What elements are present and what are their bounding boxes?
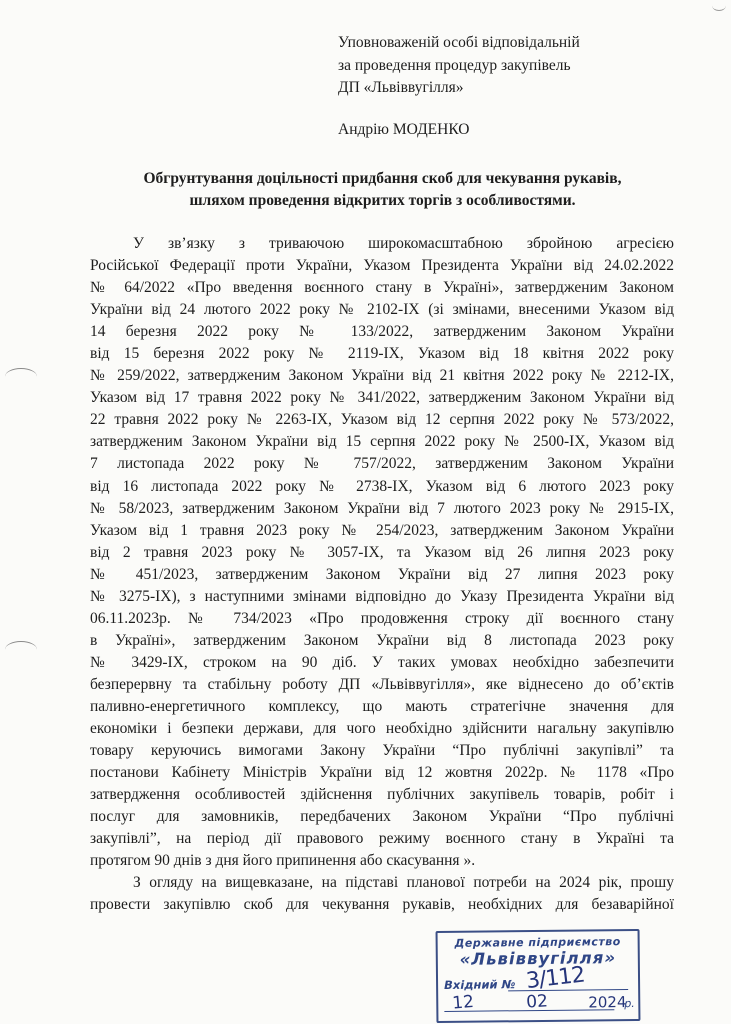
addressee-name: Андрію МОДЕНКО (338, 121, 470, 138)
body-line: України від 24 лютого 2022 року № 2102-IX (зі змінами, внесеними Указом від (90, 301, 674, 319)
body-line: № 259/2022, затвердженим Законом України від 21 квітня 2022 року № 2212-IX, (90, 367, 674, 385)
body-line: З огляду на вищевказане, на підставі планової потреби на 2024 рік, прошу (133, 874, 674, 892)
body-line: постанови Кабінету Міністрів України від 12 жовтня 2022р. № 1178 «Про (90, 764, 674, 782)
body-line: провести закупівлю скоб для чекування рукавів, необхідних для безаварійної (90, 896, 674, 914)
body-line: послуг для замовників, передбачених Законом України “Про публічні (90, 808, 674, 826)
document-title (90, 168, 675, 212)
stamp-date-day: 12 (451, 991, 475, 1014)
body-line: Російської Федерації проти України, Указом Президента України від 24.02.2022 (90, 257, 674, 275)
body-line: Указом від 1 травня 2023 року № 254/2023, затвердженим Законом України (90, 521, 674, 539)
body-line: затвердження особливостей здійснення публічних закупівель товарів, робіт і (90, 786, 674, 804)
stamp-incoming-label: Вхідний № (444, 977, 516, 992)
addressee-line: ДП «Львіввугілля» (338, 79, 464, 96)
incoming-registration-stamp (436, 929, 641, 1023)
body-line: економіки і безпеки держави, для чого необхідно здійснити нагальну закупівлю (90, 720, 674, 738)
addressee-line: за проведення процедур закупівель (338, 56, 571, 74)
title-line: шляхом проведення відкритих торгів з особливостями. (189, 192, 576, 209)
body-line: № 3275-IX), з наступними змінами відповідно до Указу Президента України від (90, 587, 674, 605)
title-line: Обгрунтування доцільності придбання скоб для чекування рукавів, (143, 170, 622, 187)
stamp-date-month: 02 (525, 991, 549, 1013)
binder-hole-mark-top (5, 368, 37, 385)
addressee-block (338, 32, 580, 100)
body-line: У зв’язку з триваючою широкомасштабною збройною агресією (133, 235, 674, 252)
body-line: 7 листопада 2022 року № 757/2022, затвердженим Законом України (90, 455, 674, 473)
addressee-line: Уповноваженій особі відповідальній (338, 34, 580, 51)
body-line: № 58/2023, затвердженим Законом України від 7 лютого 2023 року № 2915-IX, (90, 499, 674, 517)
scan-corner-mark (712, 0, 726, 11)
body-line: від 15 березня 2022 року № 2119-IX, Указом від 18 квітня 2022 року (90, 345, 674, 363)
binder-hole-mark-bottom (5, 641, 37, 658)
body-line: 06.11.2023р. № 734/2023 «Про продовження строку дії воєнного стану (90, 609, 674, 627)
body-line: від 2 травня 2023 року № 3057-IX, та Указом від 26 липня 2023 року (90, 543, 674, 561)
body-line: Указом від 17 травня 2022 року № 341/2022, затвердженим Законом України від (90, 389, 674, 407)
body-line: № 3429-IX, строком на 90 діб. У таких умовах необхідно забезпечити (90, 653, 674, 671)
body-line: паливно-енергетичного комплексу, що мають стратегічне значення для (90, 697, 674, 715)
body-line: № 451/2023, затвердженим Законом України від 27 липня 2023 року (90, 565, 674, 583)
stamp-org-label: Державне підприємство (454, 935, 621, 950)
stamp-company-name: «Львіввугілля» (459, 948, 617, 969)
body-line: безперервну та стабільну роботу ДП «Львіввугілля», яке віднесено до об’єктів (90, 675, 674, 693)
body-line: в Україні», затвердженим Законом України від 8 листопада 2023 року (90, 631, 674, 649)
document-body (90, 233, 674, 916)
stamp-year-suffix: р. (624, 996, 635, 1011)
body-line: від 16 листопада 2022 року № 2738-IX, Указом від 6 лютого 2023 року (90, 477, 674, 495)
stamp-date-year: 2024 (588, 993, 627, 1012)
body-line: № 64/2022 «Про введення воєнного стану в Україні», затвердженим Законом (90, 279, 674, 297)
body-line: протягом 90 днів з дня його припинення або скасування ». (90, 852, 476, 870)
body-line: затвердженим Законом України від 15 серпня 2022 року № 2500-IX, Указом від (90, 433, 674, 451)
body-line: 14 березня 2022 року № 133/2022, затвердженим Законом України (90, 323, 674, 341)
body-line: товару керуючись вимогами Закону України “Про публічні закупівлі” та (90, 742, 674, 760)
body-line: 22 травня 2022 року № 2263-IX, Указом від 12 серпня 2022 року № 573/2022, (90, 411, 674, 429)
body-line: закупівлі”, на період дії правового режиму воєнного стану в Україні та (90, 830, 674, 848)
stamp-handwritten-number: 3/112 (524, 962, 586, 995)
